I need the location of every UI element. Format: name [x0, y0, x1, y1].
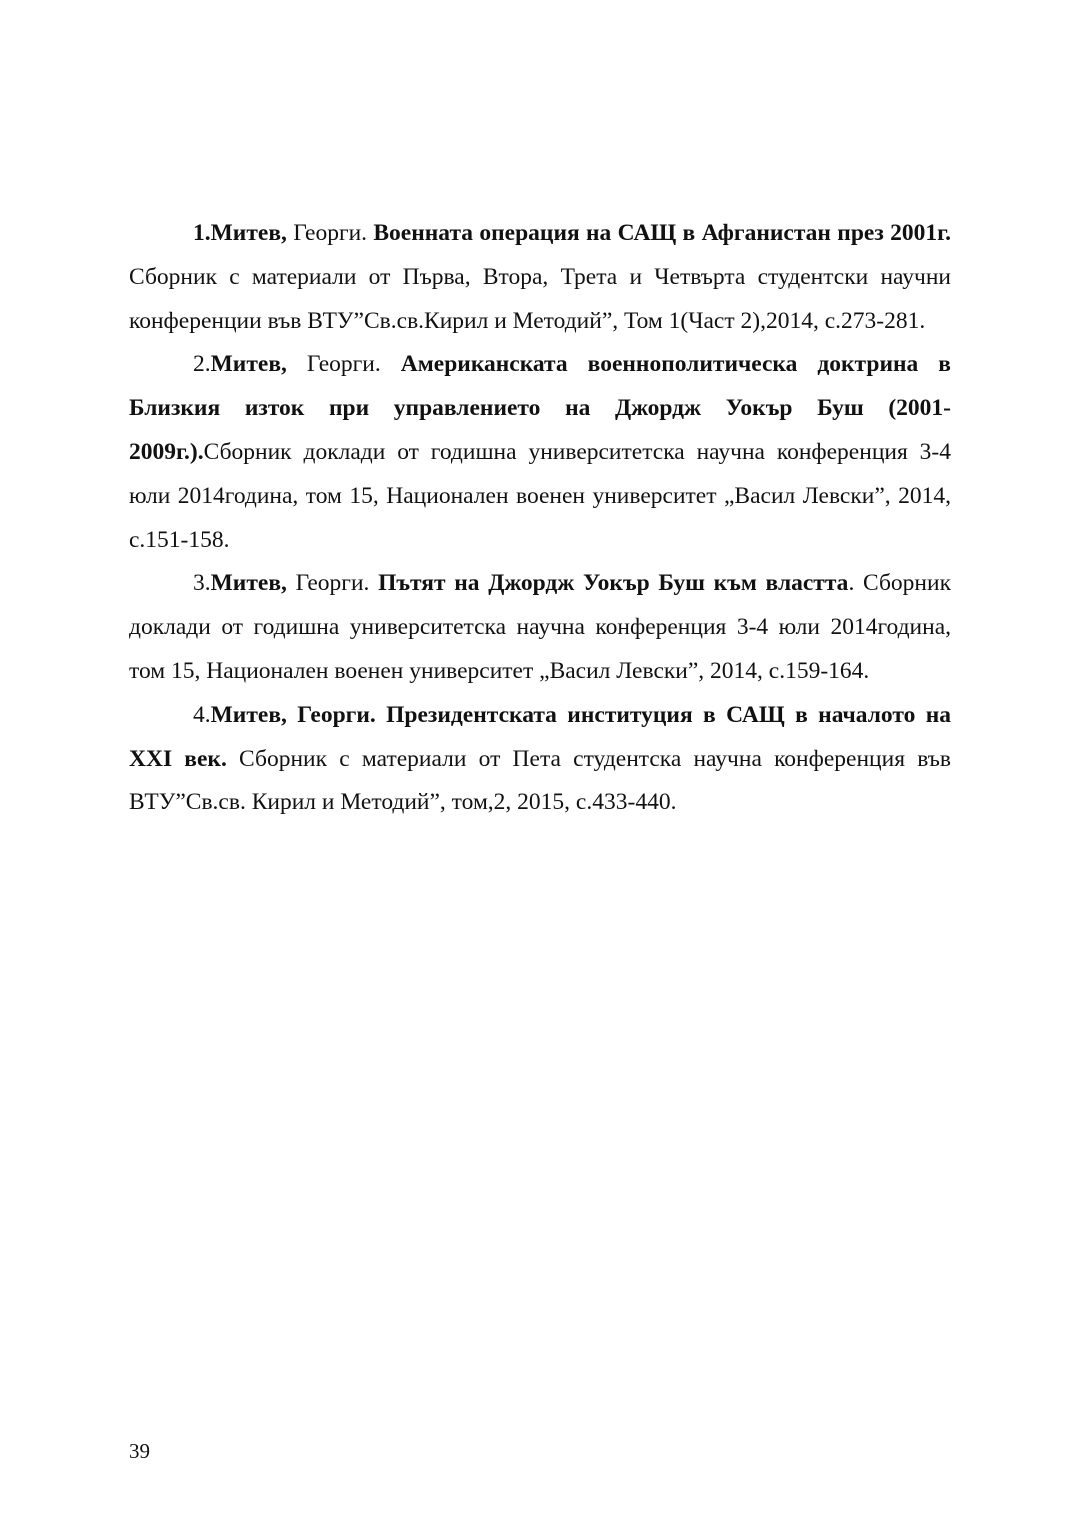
- entry-details: Сборник с материали от Първа, Втора, Трета и Четвърта студентски научни конференции във ВТУ”Св.св.Кирил и Методий”, Том 1(Част 2),2014, с.273-281.: [129, 263, 951, 334]
- entry-details: . Сборник доклади от годишна университетска научна конференция 3-4 юли 2014година, том 15, Национален военен университет „Васил Левски”, 2014, с.159-164.: [129, 570, 951, 684]
- entry-title: Военната операция на САЩ в Афганистан през 2001г.: [373, 220, 951, 246]
- entry-author-firstname: Георги.: [286, 570, 379, 597]
- entry-number: 3.: [193, 570, 211, 597]
- entry-title: Президентската институция в САЩ в началото на XXI век.: [129, 701, 951, 772]
- entry-number: 2.: [193, 351, 211, 378]
- entry-author-firstname: Георги.: [286, 220, 374, 246]
- bibliography-entry-2: [129, 343, 951, 562]
- bibliography-entry-1: [129, 212, 951, 343]
- bibliography-entry-4: [129, 694, 951, 825]
- entry-author-firstname: Георги.: [286, 351, 401, 378]
- bibliography-entry-3: [129, 562, 951, 693]
- entry-author: Митев, Георги.: [210, 701, 376, 728]
- entry-number: 4.: [193, 701, 211, 728]
- entry-title: Пътят на Джордж Уокър Буш към властта: [378, 570, 849, 597]
- entry-author: Митев,: [210, 570, 287, 597]
- entry-author: Митев,: [210, 220, 287, 246]
- page-number: 39: [129, 1439, 150, 1463]
- entry-details: Сборник доклади от годишна университетска научна конференция 3-4 юли 2014година, том 15, Национален военен университет „Васил Левски”, 2014, с.151-158.: [129, 438, 951, 553]
- entry-title: Американската военнополитическа доктрина в Близкия изток при управлението на Джордж Уокър Буш (2001-2009г.).: [129, 351, 952, 465]
- bibliography-list: [129, 212, 951, 825]
- entry-details: Сборник с материали от Пета студентска научна конференция във ВТУ”Св.св. Кирил и Методий”, том,2, 2015, с.433-440.: [129, 745, 951, 816]
- entry-author: Митев,: [210, 351, 287, 378]
- entry-number: 1.: [193, 220, 211, 246]
